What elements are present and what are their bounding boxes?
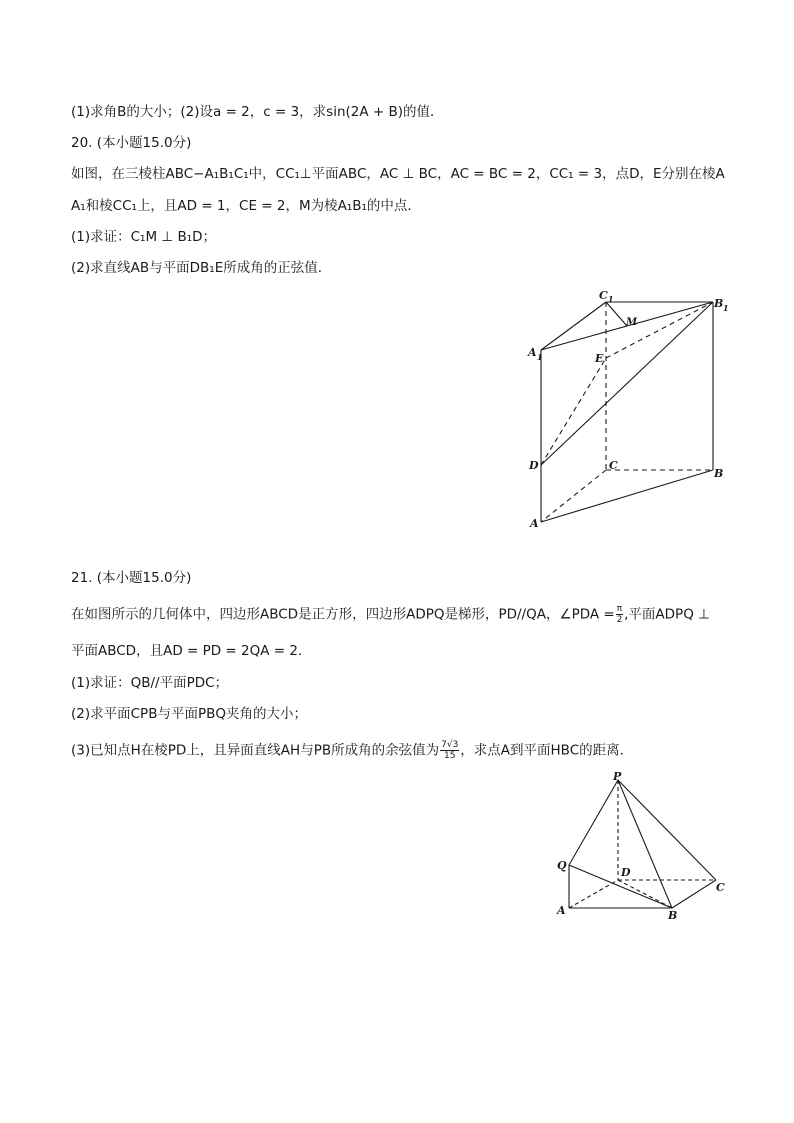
q21-angle-den: 2 bbox=[616, 615, 623, 625]
q21-cos-fraction bbox=[440, 740, 459, 761]
label-c1-sub: 1 bbox=[608, 294, 614, 304]
label-b1: B bbox=[714, 297, 724, 310]
label-c: C bbox=[609, 459, 618, 472]
edge-pq bbox=[569, 780, 618, 865]
label-a: A bbox=[530, 517, 539, 530]
q20-stem-line1: 如图，在三棱柱ABC−A₁B₁C₁中，CC₁⊥平面ABC，AC ⊥ BC，AC = BC = 2，CC₁ = 3，点D，E分别在棱A bbox=[71, 166, 725, 182]
prism-figure bbox=[520, 283, 740, 533]
q20-header: 20. (本小题15.0分) bbox=[71, 135, 192, 151]
label-b: B bbox=[714, 467, 724, 480]
q21-stem-line1-a: 在如图所示的几何体中，四边形ABCD是正方形，四边形ADPQ是梯形，PD//QA，∠PDA = bbox=[71, 606, 615, 623]
q21-stem-line2: 平面ABCD，且AD = PD = 2QA = 2． bbox=[71, 643, 312, 659]
label-c1: C bbox=[599, 289, 608, 302]
q21-part1: (1)求证：QB//平面PDC； bbox=[71, 675, 229, 691]
edge-de bbox=[541, 358, 606, 465]
q19-tail-text: (1)求角B的大小；(2)设a = 2，c = 3，求sin(2A + B)的值． bbox=[71, 104, 444, 120]
q21-stem-line1 bbox=[71, 604, 710, 625]
pyramid-figure bbox=[550, 770, 740, 925]
label-q: Q bbox=[557, 859, 567, 872]
edge-bc bbox=[672, 880, 716, 908]
q20-part1: (1)求证：C₁M ⊥ B₁D； bbox=[71, 229, 217, 245]
label-b1-sub: 1 bbox=[723, 303, 729, 313]
label-e: E bbox=[595, 352, 604, 365]
label-a1: A bbox=[528, 346, 537, 359]
label-a1-sub: 1 bbox=[537, 352, 543, 362]
q21-part3 bbox=[71, 740, 633, 761]
label-d: D bbox=[529, 459, 539, 472]
label-c: C bbox=[716, 881, 725, 894]
q21-part3-a: (3)已知点H在棱PD上，且异面直线AH与PB所成角的余弦值为 bbox=[71, 742, 440, 759]
edge-c1a1 bbox=[541, 302, 606, 350]
q21-stem-line1-b: ,平面ADPQ ⊥ bbox=[624, 606, 710, 623]
label-m: M bbox=[626, 317, 638, 328]
label-p: P bbox=[613, 770, 622, 783]
edge-ab bbox=[541, 470, 713, 522]
q21-part2: (2)求平面CPB与平面PBQ夹角的大小； bbox=[71, 706, 307, 722]
label-b: B bbox=[668, 909, 678, 922]
q21-part3-b: ，求点A到平面HBC的距离． bbox=[460, 742, 634, 759]
q21-cos-num: 7√3 bbox=[441, 740, 459, 750]
label-a: A bbox=[557, 904, 566, 917]
q21-cos-den: 15 bbox=[443, 751, 456, 761]
edge-ca bbox=[541, 470, 606, 522]
edge-ad bbox=[569, 880, 618, 908]
q21-header: 21. (本小题15.0分) bbox=[71, 570, 192, 586]
q21-angle-fraction bbox=[616, 604, 623, 625]
edge-c1m bbox=[606, 302, 627, 326]
edge-db bbox=[618, 880, 672, 908]
edge-pc bbox=[618, 780, 716, 880]
label-d: D bbox=[621, 866, 631, 879]
q20-part2: (2)求直线AB与平面DB₁E所成角的正弦值． bbox=[71, 260, 332, 276]
edge-eb1 bbox=[606, 302, 713, 358]
q20-stem-line2: A₁和棱CC₁上，且AD = 1，CE = 2，M为棱A₁B₁的中点． bbox=[71, 198, 421, 214]
q21-angle-num: π bbox=[616, 604, 623, 614]
